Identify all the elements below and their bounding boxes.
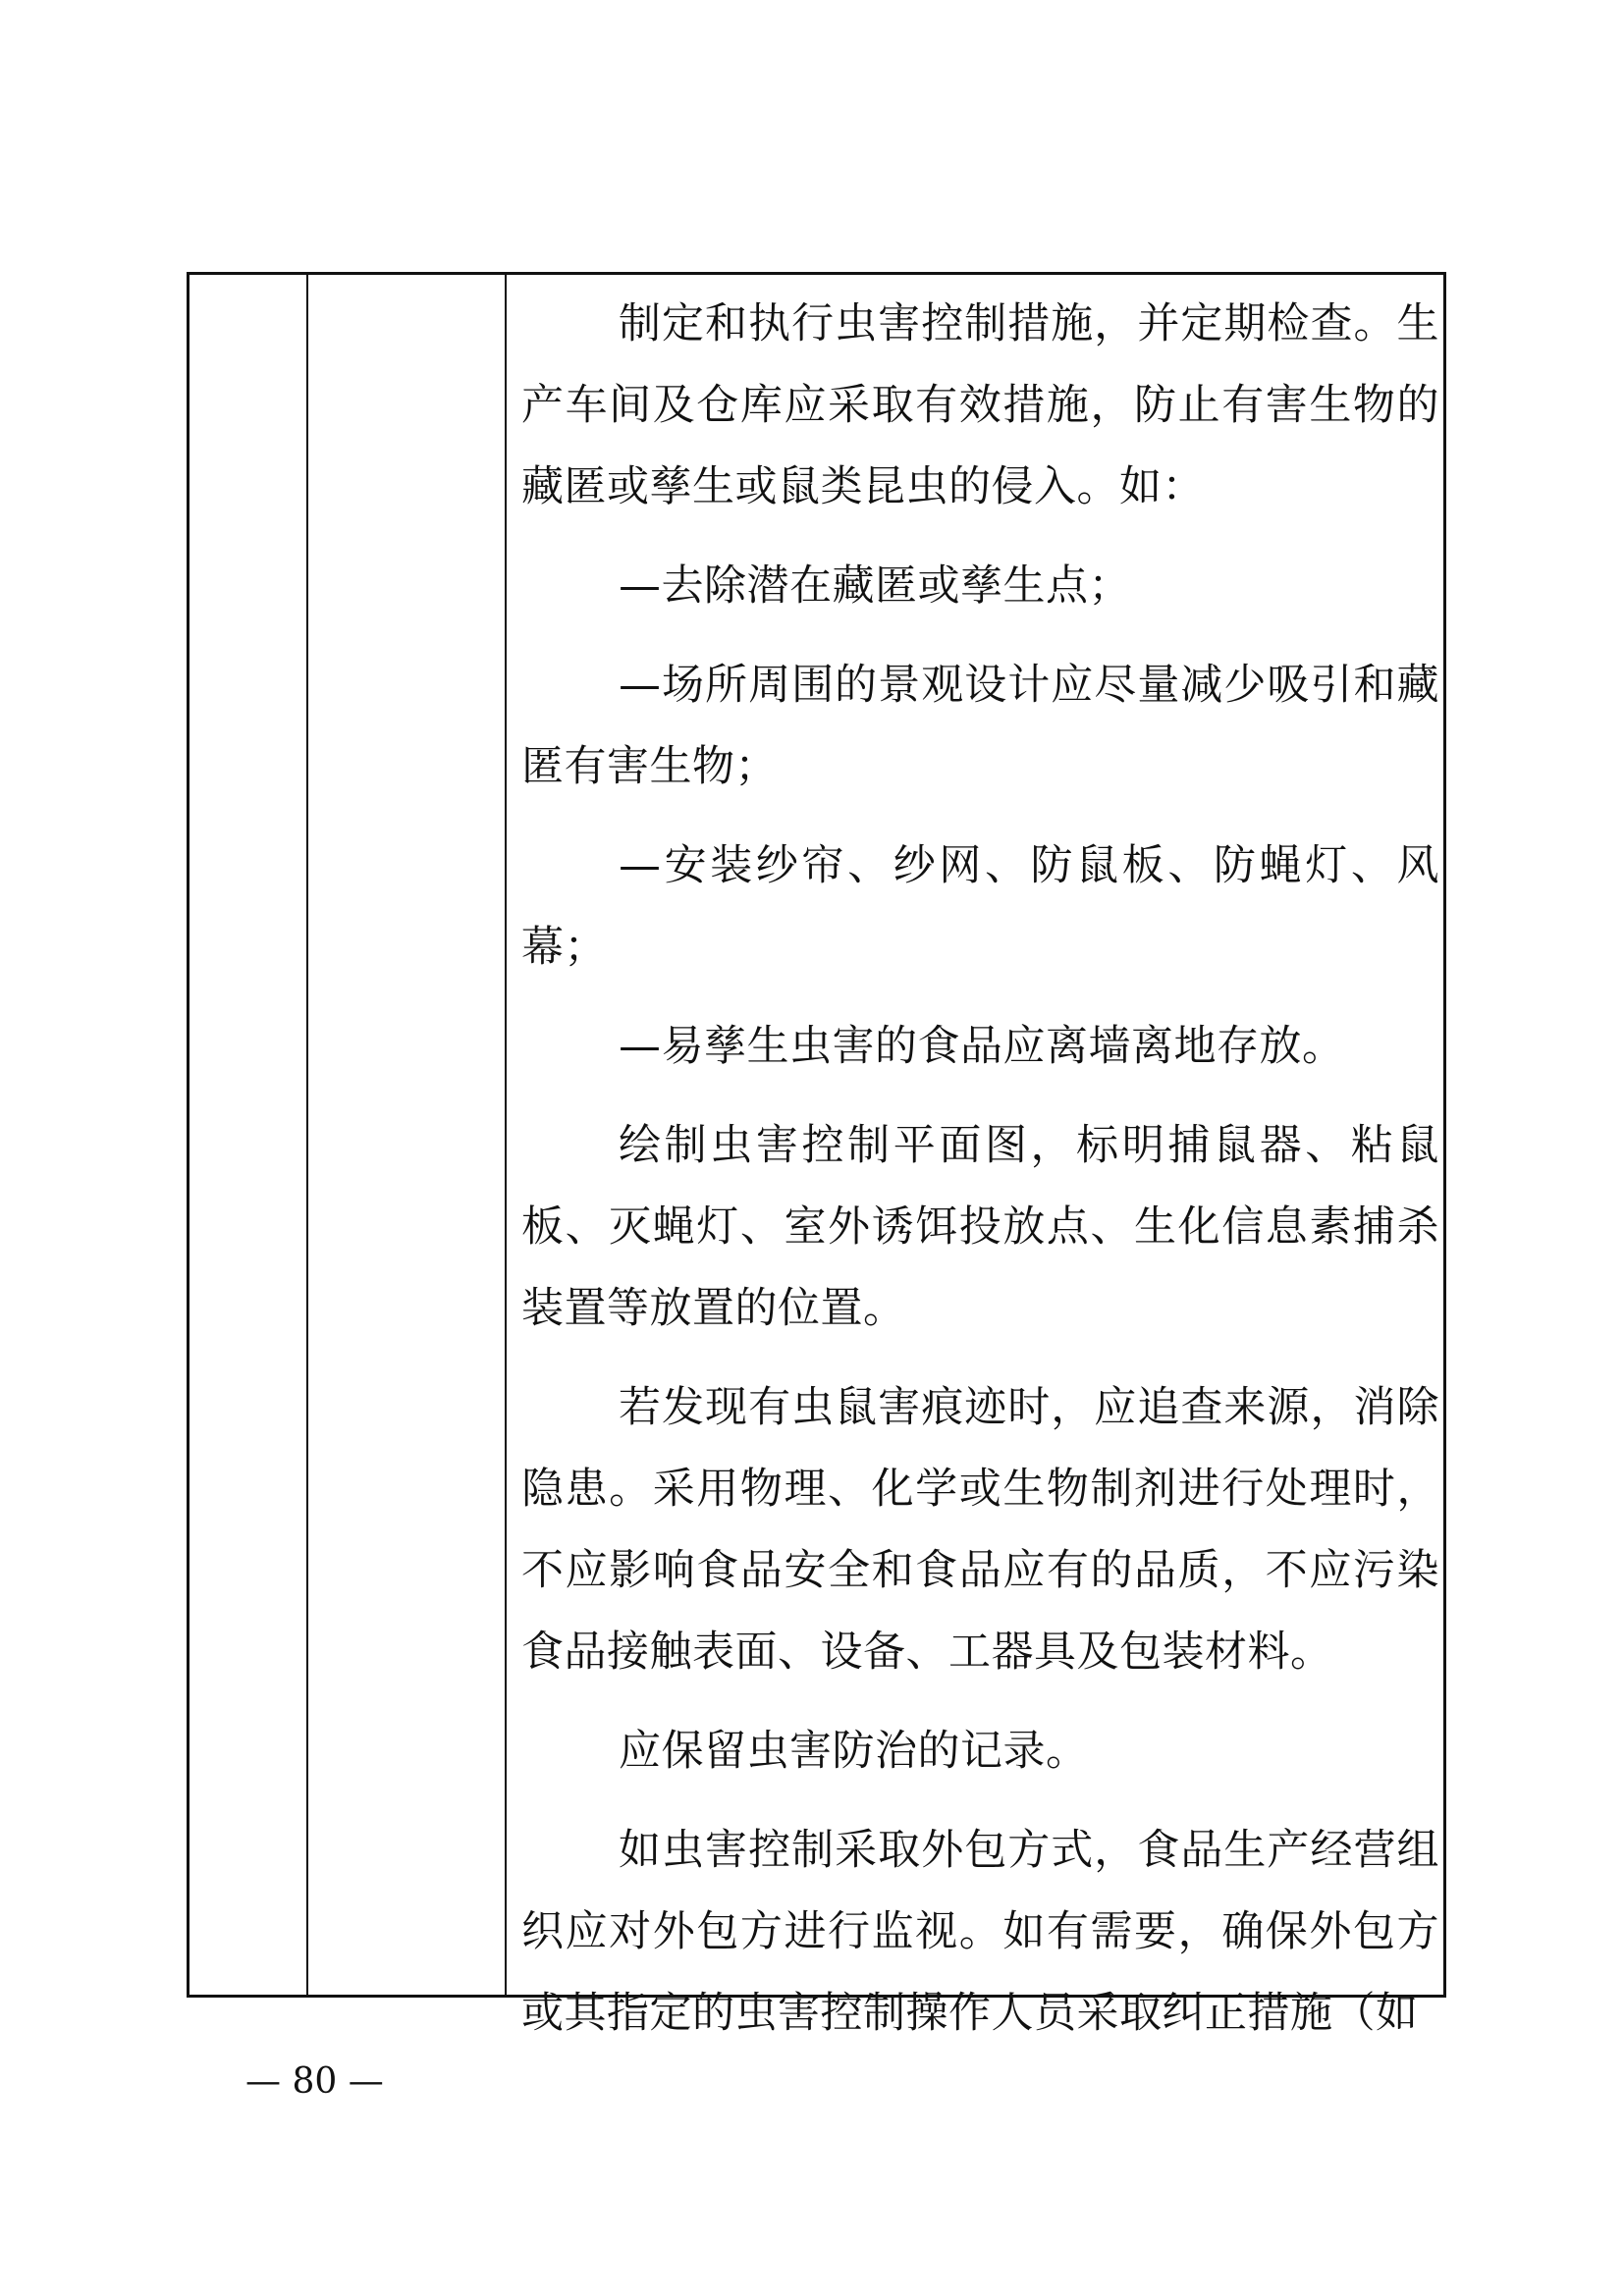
requirements-table <box>187 272 1446 2038</box>
paragraph-keep-records: 应保留虫害防治的记录。 <box>619 1727 1089 1776</box>
table-content-cell <box>521 275 1439 2038</box>
paragraph-pest-control-measures: 制定和执行虫害控制措施，并定期检查。生产车间及仓库应采取有效措施，防止有害生物的藏匿或孳生或鼠类昆虫的侵入。如： <box>521 299 1439 511</box>
bullet-landscape-design: —场所周围的景观设计应尽量减少吸引和藏匿有害生物； <box>521 661 1439 791</box>
bullet-food-storage: —易孳生虫害的食品应离墙离地存放。 <box>619 1022 1345 1071</box>
table-column-divider <box>505 275 507 1995</box>
paragraph-pest-control-plan: 绘制虫害控制平面图，标明捕鼠器、粘鼠板、灭蝇灯、室外诱饵投放点、生化信息素捕杀装置等放置的位置。 <box>521 1121 1439 1333</box>
paragraph-outsourcing: 如虫害控制采取外包方式，食品生产经营组织应对外包方进行监视。如有需要，确保外包方或其指定的虫害控制操作人员采取纠正措施（如 <box>521 1826 1439 2038</box>
bullet-install-screens: —安装纱帘、纱网、防鼠板、防蝇灯、风幕； <box>521 841 1439 972</box>
bullet-remove-breeding-sites: —去除潜在藏匿或孳生点； <box>619 561 1131 611</box>
page-number: — 80 — <box>245 2061 384 2102</box>
table-column-divider <box>306 275 308 1995</box>
paragraph-trace-source: 若发现有虫鼠害痕迹时，应追查来源，消除隐患。采用物理、化学或生物制剂进行处理时，不应影响食品安全和食品应有的品质，不应污染食品接触表面、设备、工器具及包装材料。 <box>521 1383 1439 1677</box>
